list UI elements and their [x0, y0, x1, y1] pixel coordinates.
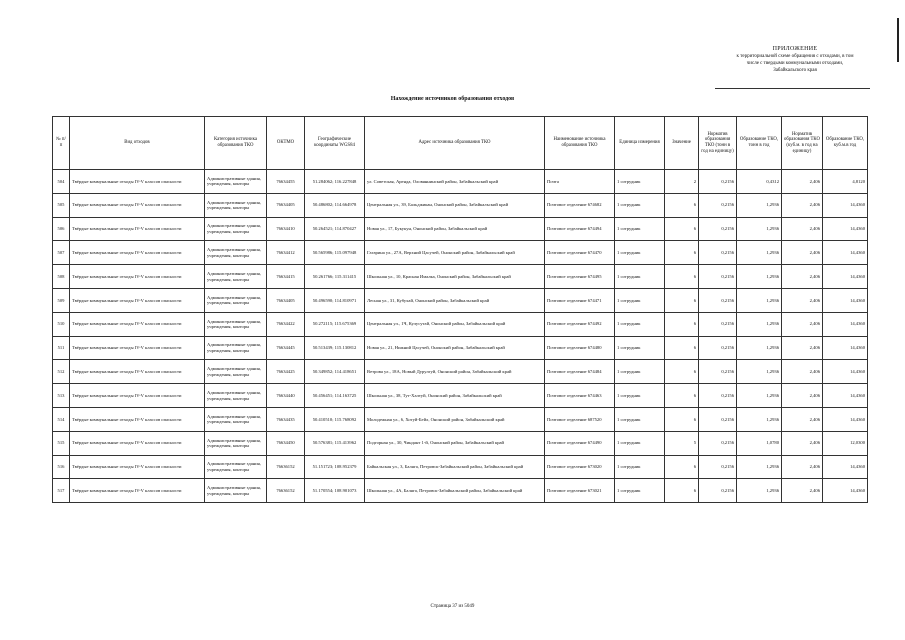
cell-norm-t: 0,2156 [699, 384, 737, 408]
cell-gen-m3: 14,4360 [823, 288, 868, 312]
table-row [53, 241, 868, 265]
cell-norm-t: 0,2156 [699, 431, 737, 455]
cell-unit: 1 сотрудник [615, 193, 665, 217]
cell-unit: 1 сотрудник [615, 384, 665, 408]
cell-category: Административные здания, учреждения, конторы [205, 431, 267, 455]
table-row [53, 193, 868, 217]
cell-address: Центральная ул., 39, Бальджикан, Ононский район, Забайкальский край [365, 193, 545, 217]
cell-num: 514 [53, 407, 70, 431]
cell-num: 511 [53, 336, 70, 360]
cell-gen-t: 1,2936 [737, 312, 782, 336]
cell-value: 6 [665, 265, 699, 289]
cell-norm-m3: 2,406 [782, 360, 823, 384]
cell-category: Административные здания, учреждения, конторы [205, 407, 267, 431]
cell-norm-m3: 2,406 [782, 479, 823, 503]
appendix-line-3: Забайкальского края [773, 68, 817, 73]
cell-name: Почтовое отделение 674480 [545, 336, 615, 360]
cell-address: Школьная ул., 38, Тут-Халтуй, Ононский район, Забайкальский край [365, 384, 545, 408]
cell-name: Почтовое отделение 674484 [545, 360, 615, 384]
cell-num: 510 [53, 312, 70, 336]
appendix-block [720, 46, 870, 74]
cell-value: 6 [665, 455, 699, 479]
cell-oktmo: 76634455 [267, 170, 305, 194]
appendix-heading: ПРИЛОЖЕНИЕ [772, 46, 818, 52]
cell-name: Почтовое отделение 674682 [545, 193, 615, 217]
cell-oktmo: 76634425 [267, 360, 305, 384]
cell-gen-t: 0,4312 [737, 170, 782, 194]
cell-gen-t: 1,2936 [737, 384, 782, 408]
cell-address: Лесная ул., 31, Кубухай, Ононский район, Забайкальский край [365, 288, 545, 312]
cell-gen-m3: 14,4360 [823, 312, 868, 336]
cell-unit: 1 сотрудник [615, 479, 665, 503]
cell-gen-m3: 14,4360 [823, 479, 868, 503]
cell-norm-m3: 2,406 [782, 312, 823, 336]
cell-waste: Твёрдые коммунальные отходы IV-V классов опасности [70, 312, 205, 336]
table-row [53, 312, 868, 336]
cell-category: Административные здания, учреждения, конторы [205, 336, 267, 360]
cell-address: Байкальская ул., 3, Баляга, Петровск-Забайкальский район, Забайкальский край [365, 455, 545, 479]
cell-waste: Твёрдые коммунальные отходы IV-V классов опасности [70, 384, 205, 408]
waste-sources-table [52, 116, 868, 503]
cell-oktmo: 76634412 [267, 241, 305, 265]
table-row [53, 288, 868, 312]
cell-gen-m3: 14,4360 [823, 193, 868, 217]
appendix-line-2: числе с твердыми коммунальными отходами, [746, 61, 844, 66]
cell-unit: 1 сотрудник [615, 312, 665, 336]
cell-waste: Твёрдые коммунальные отходы IV-V классов опасности [70, 217, 205, 241]
cell-num: 505 [53, 193, 70, 217]
cell-name: Почтовое отделение 674471 [545, 288, 615, 312]
cell-waste: Твёрдые коммунальные отходы IV-V классов опасности [70, 193, 205, 217]
cell-norm-t: 0,2156 [699, 407, 737, 431]
cell-gen-t: 1,2936 [737, 265, 782, 289]
cell-coords: 51.151723; 108.952379 [305, 455, 365, 479]
cell-norm-t: 0,2156 [699, 217, 737, 241]
cell-norm-t: 0,2156 [699, 170, 737, 194]
cell-norm-m3: 2,406 [782, 407, 823, 431]
column-header: Адрес источника образования ТКО [365, 117, 545, 170]
cell-waste: Твёрдые коммунальные отходы IV-V классов опасности [70, 170, 205, 194]
cell-num: 507 [53, 241, 70, 265]
cell-value: 2 [665, 170, 699, 194]
column-header: Единица измерения [615, 117, 665, 170]
column-header: Образование ТКО, куб.м.в год [823, 117, 868, 170]
cell-norm-m3: 2,406 [782, 241, 823, 265]
cell-coords: 50.410510; 115.768092 [305, 407, 365, 431]
table-row [53, 384, 868, 408]
cell-value: 6 [665, 241, 699, 265]
cell-gen-t: 1,2936 [737, 407, 782, 431]
cell-norm-m3: 2,406 [782, 217, 823, 241]
cell-waste: Твёрдые коммунальные отходы IV-V классов опасности [70, 288, 205, 312]
cell-category: Административные здания, учреждения, конторы [205, 288, 267, 312]
cell-num: 506 [53, 217, 70, 241]
cell-category: Административные здания, учреждения, конторы [205, 241, 267, 265]
column-header: Географические координаты WGS84 [305, 117, 365, 170]
cell-coords: 50.486802; 114.664978 [305, 193, 365, 217]
cell-num: 512 [53, 360, 70, 384]
cell-num: 515 [53, 431, 70, 455]
cell-waste: Твёрдые коммунальные отходы IV-V классов опасности [70, 407, 205, 431]
cell-waste: Твёрдые коммунальные отходы IV-V классов опасности [70, 360, 205, 384]
column-header: Норматив образования ТКО (тонн в год на единицу) [699, 117, 737, 170]
cell-name: Почтовое отделение 673021 [545, 479, 615, 503]
cell-oktmo: 76636152 [267, 479, 305, 503]
table-row [53, 455, 868, 479]
column-header: № п/п [53, 117, 70, 170]
cell-oktmo: 76634435 [267, 407, 305, 431]
scan-edge-mark [897, 18, 899, 62]
cell-norm-m3: 2,406 [782, 455, 823, 479]
column-header: Значение [665, 117, 699, 170]
cell-name: Почта [545, 170, 615, 194]
cell-gen-m3: 14,4360 [823, 336, 868, 360]
cell-unit: 1 сотрудник [615, 455, 665, 479]
cell-waste: Твёрдые коммунальные отходы IV-V классов опасности [70, 241, 205, 265]
cell-unit: 1 сотрудник [615, 336, 665, 360]
cell-norm-t: 0,2156 [699, 288, 737, 312]
cell-oktmo: 76634405 [267, 193, 305, 217]
cell-unit: 1 сотрудник [615, 288, 665, 312]
cell-value: 6 [665, 479, 699, 503]
cell-gen-m3: 14,4360 [823, 241, 868, 265]
cell-norm-m3: 2,406 [782, 170, 823, 194]
cell-coords: 50.349852; 114.418651 [305, 360, 365, 384]
cell-value: 6 [665, 312, 699, 336]
cell-waste: Твёрдые коммунальные отходы IV-V классов опасности [70, 455, 205, 479]
cell-coords: 50.513439; 115.130812 [305, 336, 365, 360]
cell-coords: 50.261766; 115.311415 [305, 265, 365, 289]
cell-address: ул. Советская, Аренда, Оловяннинский район, Забайкальский край [365, 170, 545, 194]
cell-gen-t: 1,2936 [737, 455, 782, 479]
cell-name: Почтовое отделение 687520 [545, 407, 615, 431]
cell-name: Почтовое отделение 674470 [545, 241, 615, 265]
cell-num: 508 [53, 265, 70, 289]
table-header-row [53, 117, 868, 170]
cell-norm-t: 0,2156 [699, 265, 737, 289]
cell-coords: 50.496590; 114.810971 [305, 288, 365, 312]
cell-norm-t: 0,2156 [699, 193, 737, 217]
cell-unit: 1 сотрудник [615, 217, 665, 241]
cell-category: Административные здания, учреждения, конторы [205, 479, 267, 503]
cell-address: Подгорная ул., 30, Чиндант 1-й, Ононский район, Забайкальский край [365, 431, 545, 455]
cell-address: Ветрова ул., 18А, Новый Дурулгуй, Ононский район, Забайкальский край [365, 360, 545, 384]
column-header: Образование ТКО, тонн в год [737, 117, 782, 170]
cell-oktmo: 76634440 [267, 384, 305, 408]
cell-gen-t: 1,2936 [737, 241, 782, 265]
cell-value: 6 [665, 384, 699, 408]
cell-coords: 51.170554; 108.901073 [305, 479, 365, 503]
cell-unit: 1 сотрудник [615, 170, 665, 194]
cell-gen-t: 1,2936 [737, 336, 782, 360]
column-header: ОКТМО [267, 117, 305, 170]
cell-value: 6 [665, 217, 699, 241]
cell-value: 6 [665, 407, 699, 431]
cell-coords: 51.284062; 116.227848 [305, 170, 365, 194]
cell-norm-t: 0,2156 [699, 455, 737, 479]
cell-name: Почтовое отделение 674490 [545, 431, 615, 455]
cell-name: Почтовое отделение 674463 [545, 384, 615, 408]
cell-gen-t: 1,2936 [737, 193, 782, 217]
cell-gen-t: 1,2936 [737, 288, 782, 312]
cell-coords: 50.264521; 114.870427 [305, 217, 365, 241]
column-header: Категория источника образования ТКО [205, 117, 267, 170]
cell-address: Центральная ул., 1Ч, Кулусутай, Ононский район, Забайкальский край [365, 312, 545, 336]
cell-gen-m3: 4,8120 [823, 170, 868, 194]
cell-category: Административные здания, учреждения, конторы [205, 170, 267, 194]
cell-waste: Твёрдые коммунальные отходы IV-V классов опасности [70, 479, 205, 503]
cell-address: Школьная ул., 4А, Баляга, Петровск-Забайкальский район, Забайкальский край [365, 479, 545, 503]
cell-gen-m3: 14,4360 [823, 407, 868, 431]
cell-oktmo: 76634450 [267, 431, 305, 455]
cell-unit: 1 сотрудник [615, 265, 665, 289]
cell-address: Школьная ул., 10, Красная Ималка, Ононский район, Забайкальский край [365, 265, 545, 289]
cell-category: Административные здания, учреждения, конторы [205, 455, 267, 479]
cell-norm-t: 0,2156 [699, 336, 737, 360]
cell-gen-m3: 14,4360 [823, 360, 868, 384]
cell-category: Административные здания, учреждения, конторы [205, 360, 267, 384]
cell-name: Почтовое отделение 674494 [545, 217, 615, 241]
cell-norm-m3: 2,406 [782, 288, 823, 312]
cell-norm-t: 0,2156 [699, 479, 737, 503]
appendix-line-1: к территориальной схеме обращения с отходами, в том [736, 54, 854, 59]
cell-category: Административные здания, учреждения, конторы [205, 384, 267, 408]
cell-norm-m3: 2,406 [782, 193, 823, 217]
table-row [53, 336, 868, 360]
appendix-divider [715, 88, 870, 89]
cell-gen-m3: 14,4360 [823, 265, 868, 289]
cell-waste: Твёрдые коммунальные отходы IV-V классов опасности [70, 431, 205, 455]
cell-category: Административные здания, учреждения, конторы [205, 265, 267, 289]
table-row [53, 407, 868, 431]
cell-value: 6 [665, 336, 699, 360]
document-title: Нахождение источников образования отходов [390, 96, 515, 102]
cell-unit: 1 сотрудник [615, 407, 665, 431]
table-row [53, 479, 868, 503]
cell-unit: 1 сотрудник [615, 431, 665, 455]
cell-gen-t: 1,0780 [737, 431, 782, 455]
cell-value: 6 [665, 193, 699, 217]
cell-gen-t: 1,2936 [737, 360, 782, 384]
table-row [53, 217, 868, 241]
cell-oktmo: 76634410 [267, 217, 305, 241]
cell-unit: 1 сотрудник [615, 241, 665, 265]
cell-oktmo: 76634405 [267, 288, 305, 312]
cell-unit: 1 сотрудник [615, 360, 665, 384]
cell-gen-m3: 14,4360 [823, 217, 868, 241]
column-header: Вид отходов [70, 117, 205, 170]
cell-oktmo: 76634422 [267, 312, 305, 336]
cell-name: Почтовое отделение 673020 [545, 455, 615, 479]
cell-coords: 50.456451; 114.163725 [305, 384, 365, 408]
cell-gen-t: 1,2936 [737, 217, 782, 241]
cell-category: Административные здания, учреждения, конторы [205, 312, 267, 336]
column-header: Норматив образования ТКО (куб.м. в год на единицу) [782, 117, 823, 170]
cell-oktmo: 76634445 [267, 336, 305, 360]
cell-gen-t: 1,2936 [737, 479, 782, 503]
cell-gen-m3: 12,0300 [823, 431, 868, 455]
cell-norm-t: 0,2156 [699, 241, 737, 265]
cell-address: Новая ул., 17, Букукун, Ононский район, Забайкальский край [365, 217, 545, 241]
cell-waste: Твёрдые коммунальные отходы IV-V классов опасности [70, 265, 205, 289]
cell-category: Административные здания, учреждения, конторы [205, 193, 267, 217]
cell-oktmo: 76634415 [267, 265, 305, 289]
cell-norm-m3: 2,406 [782, 384, 823, 408]
cell-value: 5 [665, 431, 699, 455]
cell-waste: Твёрдые коммунальные отходы IV-V классов опасности [70, 336, 205, 360]
cell-num: 504 [53, 170, 70, 194]
cell-value: 6 [665, 360, 699, 384]
cell-gen-m3: 14,4360 [823, 455, 868, 479]
cell-category: Административные здания, учреждения, конторы [205, 217, 267, 241]
cell-name: Почтовое отделение 674492 [545, 312, 615, 336]
cell-num: 517 [53, 479, 70, 503]
cell-num: 516 [53, 455, 70, 479]
cell-norm-m3: 2,406 [782, 431, 823, 455]
cell-address: Гагарина ул., 27А, Верхний Цасучей, Ононский район, Забайкальский край [365, 241, 545, 265]
table-row [53, 265, 868, 289]
cell-num: 509 [53, 288, 70, 312]
cell-num: 513 [53, 384, 70, 408]
cell-address: Новая ул., 21, Нижний Цасучей, Ононский район, Забайкальский край [365, 336, 545, 360]
cell-norm-m3: 2,406 [782, 336, 823, 360]
cell-norm-t: 0,2156 [699, 312, 737, 336]
table-body [53, 170, 868, 503]
cell-norm-m3: 2,406 [782, 265, 823, 289]
cell-address: Молодежная ул., 6, Хотуй-Бейл, Ононский район, Забайкальский край [365, 407, 545, 431]
table-row [53, 360, 868, 384]
table-row [53, 431, 868, 455]
cell-coords: 50.576381; 115.413962 [305, 431, 365, 455]
cell-oktmo: 76636152 [267, 455, 305, 479]
page-footer: Страница 37 из 5049 [430, 604, 475, 609]
cell-value: 6 [665, 288, 699, 312]
cell-name: Почтовое отделение 674495 [545, 265, 615, 289]
column-header: Наименование источника образования ТКО [545, 117, 615, 170]
cell-coords: 50.565986; 115.097948 [305, 241, 365, 265]
table-row [53, 170, 868, 194]
cell-coords: 50.272115; 115.675369 [305, 312, 365, 336]
cell-norm-t: 0,2156 [699, 360, 737, 384]
cell-gen-m3: 14,4360 [823, 384, 868, 408]
